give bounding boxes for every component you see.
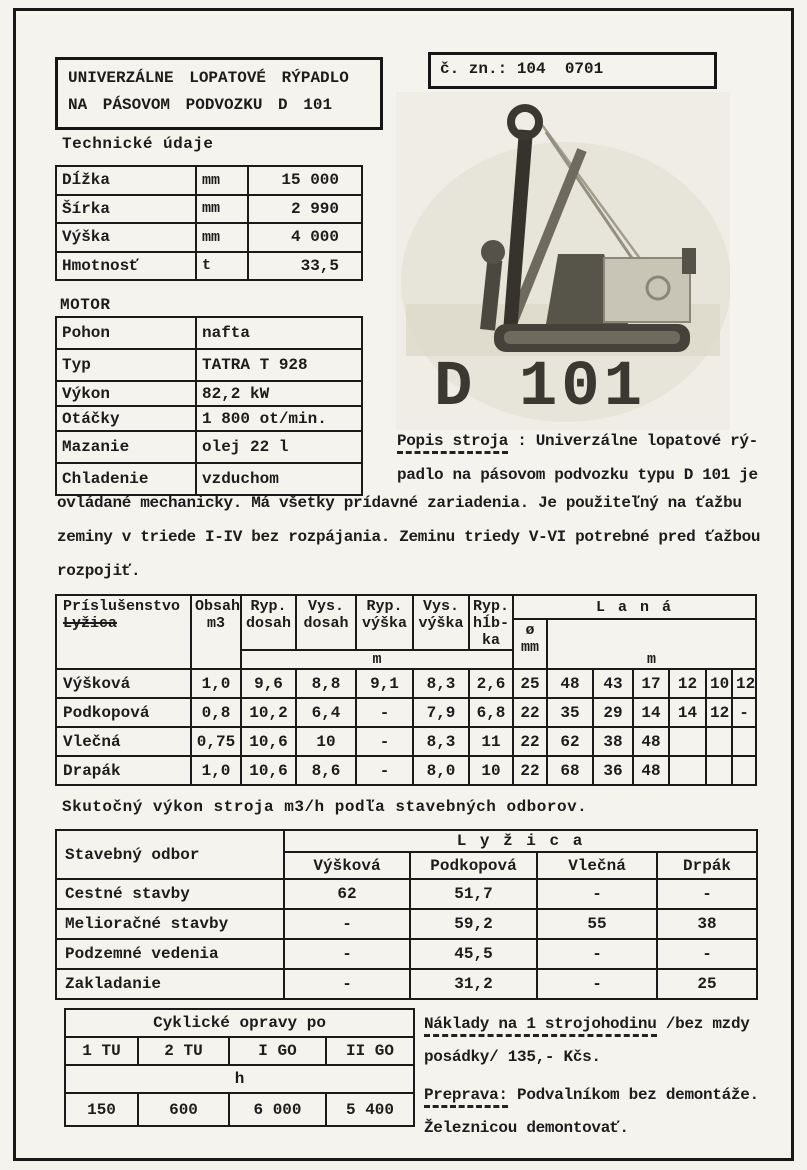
header-line: mm	[520, 639, 539, 656]
cell: 7,9	[413, 698, 469, 727]
accessory-name: Výšková	[56, 669, 191, 698]
cell: 10,6	[241, 727, 296, 756]
cell: -	[657, 939, 757, 969]
cell: 31,2	[410, 969, 537, 999]
header-line: výška	[361, 615, 407, 632]
motor-table	[55, 316, 363, 496]
cell: 62	[547, 727, 593, 756]
cell: 12	[732, 669, 756, 698]
cell: 22	[513, 756, 547, 785]
header-line: ø	[525, 622, 535, 639]
cell: 1,0	[191, 756, 241, 785]
header-line: hĺb-	[473, 615, 510, 632]
tech-value: 33,5	[248, 252, 362, 281]
transport-note-lead: Preprava:	[424, 1086, 508, 1108]
table-row	[56, 727, 756, 756]
repairs-title: Cyklické opravy po	[65, 1009, 414, 1037]
cell: 12	[669, 669, 706, 698]
tech-label: Výška	[56, 223, 196, 252]
table-row	[56, 909, 757, 939]
description-line: zeminy v triede I-IV bez rozpájania. Zeminu triedy V-VI potrebné pred ťažbou	[57, 528, 761, 546]
bucket-type-header: Vlečná	[537, 852, 657, 879]
cell: 10	[469, 756, 513, 785]
transport-note	[424, 1079, 794, 1145]
accessory-name: Drapák	[56, 756, 191, 785]
table-row	[56, 349, 362, 381]
motor-heading: MOTOR	[60, 296, 111, 314]
dim-column-header	[413, 595, 469, 650]
table-row	[65, 1009, 414, 1037]
motor-label: Pohon	[56, 317, 196, 349]
table-row	[56, 406, 362, 431]
cell: 25	[657, 969, 757, 999]
header-line: Príslušenstvo	[63, 598, 181, 615]
reference-number: č. zn.: 104 0701	[440, 60, 604, 78]
cell: 35	[547, 698, 593, 727]
ropes-group-header: L a n á	[513, 595, 756, 619]
tech-value: 15 000	[248, 166, 362, 195]
dims-unit-header: m	[241, 650, 513, 669]
header-line: Vys.	[422, 598, 459, 615]
cell: 36	[593, 756, 633, 785]
performance-note: Skutočný výkon stroja m3/h podľa stavebných odborov.	[62, 798, 588, 816]
sector-name: Melioračné stavby	[56, 909, 284, 939]
description-lead: Popis stroja	[397, 432, 508, 454]
description-column	[397, 424, 789, 492]
motor-value: TATRA T 928	[196, 349, 362, 381]
header-line: výška	[418, 615, 464, 632]
table-row	[56, 381, 362, 406]
exhaust	[682, 248, 696, 274]
cost-note	[424, 1008, 794, 1074]
description-line: padlo na pásovom podvozku typu D 101 je	[397, 466, 758, 484]
cell: 12	[706, 698, 732, 727]
header-line: Ryp.	[473, 598, 510, 615]
motor-label: Mazanie	[56, 431, 196, 463]
repair-interval-header: I GO	[229, 1037, 326, 1065]
dim-column-header	[296, 595, 356, 650]
cell: 48	[633, 756, 669, 785]
tech-data-table	[55, 165, 363, 281]
tech-unit: mm	[196, 166, 248, 195]
repairs-unit: h	[65, 1065, 414, 1093]
repair-interval-header: 1 TU	[65, 1037, 138, 1065]
cell: -	[356, 756, 413, 785]
cell: 9,6	[241, 669, 296, 698]
cell: -	[356, 698, 413, 727]
cell: 8,6	[296, 756, 356, 785]
dim-column-header	[469, 595, 513, 650]
cell: 10,2	[241, 698, 296, 727]
header-line: dosah	[303, 615, 349, 632]
sector-column-header: Stavebný odbor	[56, 830, 284, 879]
motor-value: olej 22 l	[196, 431, 362, 463]
reference-number-box	[428, 52, 717, 89]
sector-name: Podzemné vedenia	[56, 939, 284, 969]
tech-label: Hmotnosť	[56, 252, 196, 281]
machine-title-box	[55, 57, 383, 130]
cell: 6,8	[469, 698, 513, 727]
machine-title-line2: NA PÁSOVOM PODVOZKU D 101	[68, 96, 333, 114]
dim-column-header	[356, 595, 413, 650]
transport-note-rest: Podvalníkom bez demontáže.	[507, 1086, 759, 1104]
tech-data-heading: Technické údaje	[62, 135, 214, 153]
tech-value: 2 990	[248, 195, 362, 224]
accessory-name: Podkopová	[56, 698, 191, 727]
cell: -	[732, 698, 756, 727]
description-line: rozpojiť.	[57, 562, 141, 580]
cell: 22	[513, 698, 547, 727]
cell: 1,0	[191, 669, 241, 698]
cell: 51,7	[410, 879, 537, 909]
header-line: Ryp.	[250, 598, 287, 615]
crawler-tracks-inner	[504, 331, 680, 344]
cell	[706, 756, 732, 785]
cell: 17	[633, 669, 669, 698]
description-full-width	[57, 486, 792, 588]
performance-table	[55, 829, 758, 1000]
cell: -	[537, 969, 657, 999]
cell: 55	[537, 909, 657, 939]
cell: 48	[547, 669, 593, 698]
table-row	[56, 195, 362, 224]
cell: 6,4	[296, 698, 356, 727]
capacity-column-header	[191, 595, 241, 669]
motor-value: vzduchom	[196, 463, 362, 495]
sector-name: Cestné stavby	[56, 879, 284, 909]
cell: -	[284, 969, 410, 999]
cell: 0,8	[191, 698, 241, 727]
cell: 8,3	[413, 669, 469, 698]
description-text: : Univerzálne lopatové rý-	[508, 432, 758, 450]
cell	[669, 727, 706, 756]
cell: 11	[469, 727, 513, 756]
photo-model-label: D 101	[434, 352, 647, 424]
cell: -	[284, 909, 410, 939]
ropes-unit-header: m	[547, 619, 756, 669]
description-line	[397, 424, 789, 458]
table-row	[56, 166, 362, 195]
cell: 8,3	[413, 727, 469, 756]
cost-note-rest: /bez mzdy	[656, 1015, 750, 1033]
rope-diameter-header	[513, 619, 547, 669]
cell: -	[356, 727, 413, 756]
tech-label: Dĺžka	[56, 166, 196, 195]
repair-interval-value: 150	[65, 1093, 138, 1126]
table-row	[56, 939, 757, 969]
cell: 9,1	[356, 669, 413, 698]
cell: 68	[547, 756, 593, 785]
table-row	[56, 830, 757, 852]
table-row	[65, 1093, 414, 1126]
table-row	[56, 698, 756, 727]
tech-unit: mm	[196, 223, 248, 252]
table-row	[65, 1037, 414, 1065]
bucket-type-header: Podkopová	[410, 852, 537, 879]
tech-value: 4 000	[248, 223, 362, 252]
machine-title-line1: UNIVERZÁLNE LOPATOVÉ RÝPADLO	[68, 69, 349, 87]
cell: 48	[633, 727, 669, 756]
repair-interval-header: 2 TU	[138, 1037, 229, 1065]
cell: 43	[593, 669, 633, 698]
tech-unit: mm	[196, 195, 248, 224]
bucket-group-header: L y ž i c a	[284, 830, 757, 852]
cell: 38	[593, 727, 633, 756]
cost-note-lead: Náklady na 1 strojohodinu	[424, 1015, 657, 1037]
repairs-table	[64, 1008, 415, 1127]
excavator-photo-sketch	[396, 92, 730, 430]
cell	[706, 727, 732, 756]
sector-name: Zakladanie	[56, 969, 284, 999]
motor-label: Chladenie	[56, 463, 196, 495]
cell: 10,6	[241, 756, 296, 785]
bucket-type-header: Drpák	[657, 852, 757, 879]
description-line: ovládané mechanicky. Má všetky prídavné zariadenia. Je použiteľný na ťažbu	[57, 494, 742, 512]
repair-interval-value: 600	[138, 1093, 229, 1126]
table-row	[56, 317, 362, 349]
header-line: m3	[206, 615, 225, 632]
lever-head	[481, 240, 505, 264]
cell: -	[284, 939, 410, 969]
cell: 8,8	[296, 669, 356, 698]
table-row	[56, 969, 757, 999]
cell: 29	[593, 698, 633, 727]
motor-label: Typ	[56, 349, 196, 381]
header-line: dosah	[245, 615, 291, 632]
header-line: Obsah	[195, 598, 241, 615]
cell	[669, 756, 706, 785]
cell: 22	[513, 727, 547, 756]
motor-value: nafta	[196, 317, 362, 349]
cell: 14	[669, 698, 706, 727]
transport-note-line2: Železnicou demontovať.	[424, 1119, 629, 1137]
repair-interval-value: 5 400	[326, 1093, 414, 1126]
cell	[732, 727, 756, 756]
table-row	[56, 756, 756, 785]
table-row	[56, 223, 362, 252]
cell: 25	[513, 669, 547, 698]
table-row	[56, 879, 757, 909]
accessory-name: Vlečná	[56, 727, 191, 756]
cell: 14	[633, 698, 669, 727]
bottom-notes	[424, 1008, 794, 1145]
table-row	[56, 431, 362, 463]
tech-label: Šírka	[56, 195, 196, 224]
table-row	[56, 252, 362, 281]
motor-value: 1 800 ot/min.	[196, 406, 362, 431]
accessory-column-header	[56, 595, 191, 669]
cell: 10	[706, 669, 732, 698]
cell: -	[537, 939, 657, 969]
repair-interval-value: 6 000	[229, 1093, 326, 1126]
motor-label: Výkon	[56, 381, 196, 406]
cell: 8,0	[413, 756, 469, 785]
cell: -	[537, 879, 657, 909]
header-line: ka	[481, 632, 500, 649]
cell	[732, 756, 756, 785]
dim-column-header	[241, 595, 296, 650]
cell: 45,5	[410, 939, 537, 969]
motor-value: 82,2 kW	[196, 381, 362, 406]
header-line: Vys.	[307, 598, 344, 615]
cell: 2,6	[469, 669, 513, 698]
header-line: Lyžica	[63, 615, 118, 632]
cell: 0,75	[191, 727, 241, 756]
cell: 59,2	[410, 909, 537, 939]
cell: 38	[657, 909, 757, 939]
table-row	[56, 595, 756, 619]
table-row	[56, 669, 756, 698]
cost-note-line2: posádky/ 135,- Kčs.	[424, 1048, 601, 1066]
tech-unit: t	[196, 252, 248, 281]
table-row	[65, 1065, 414, 1093]
motor-label: Otáčky	[56, 406, 196, 431]
repair-interval-header: II GO	[326, 1037, 414, 1065]
cell: 10	[296, 727, 356, 756]
bucket-type-header: Výšková	[284, 852, 410, 879]
excavator-photo	[396, 92, 730, 430]
accessories-table	[55, 594, 757, 786]
header-line: Ryp.	[366, 598, 403, 615]
cell: -	[657, 879, 757, 909]
cell: 62	[284, 879, 410, 909]
